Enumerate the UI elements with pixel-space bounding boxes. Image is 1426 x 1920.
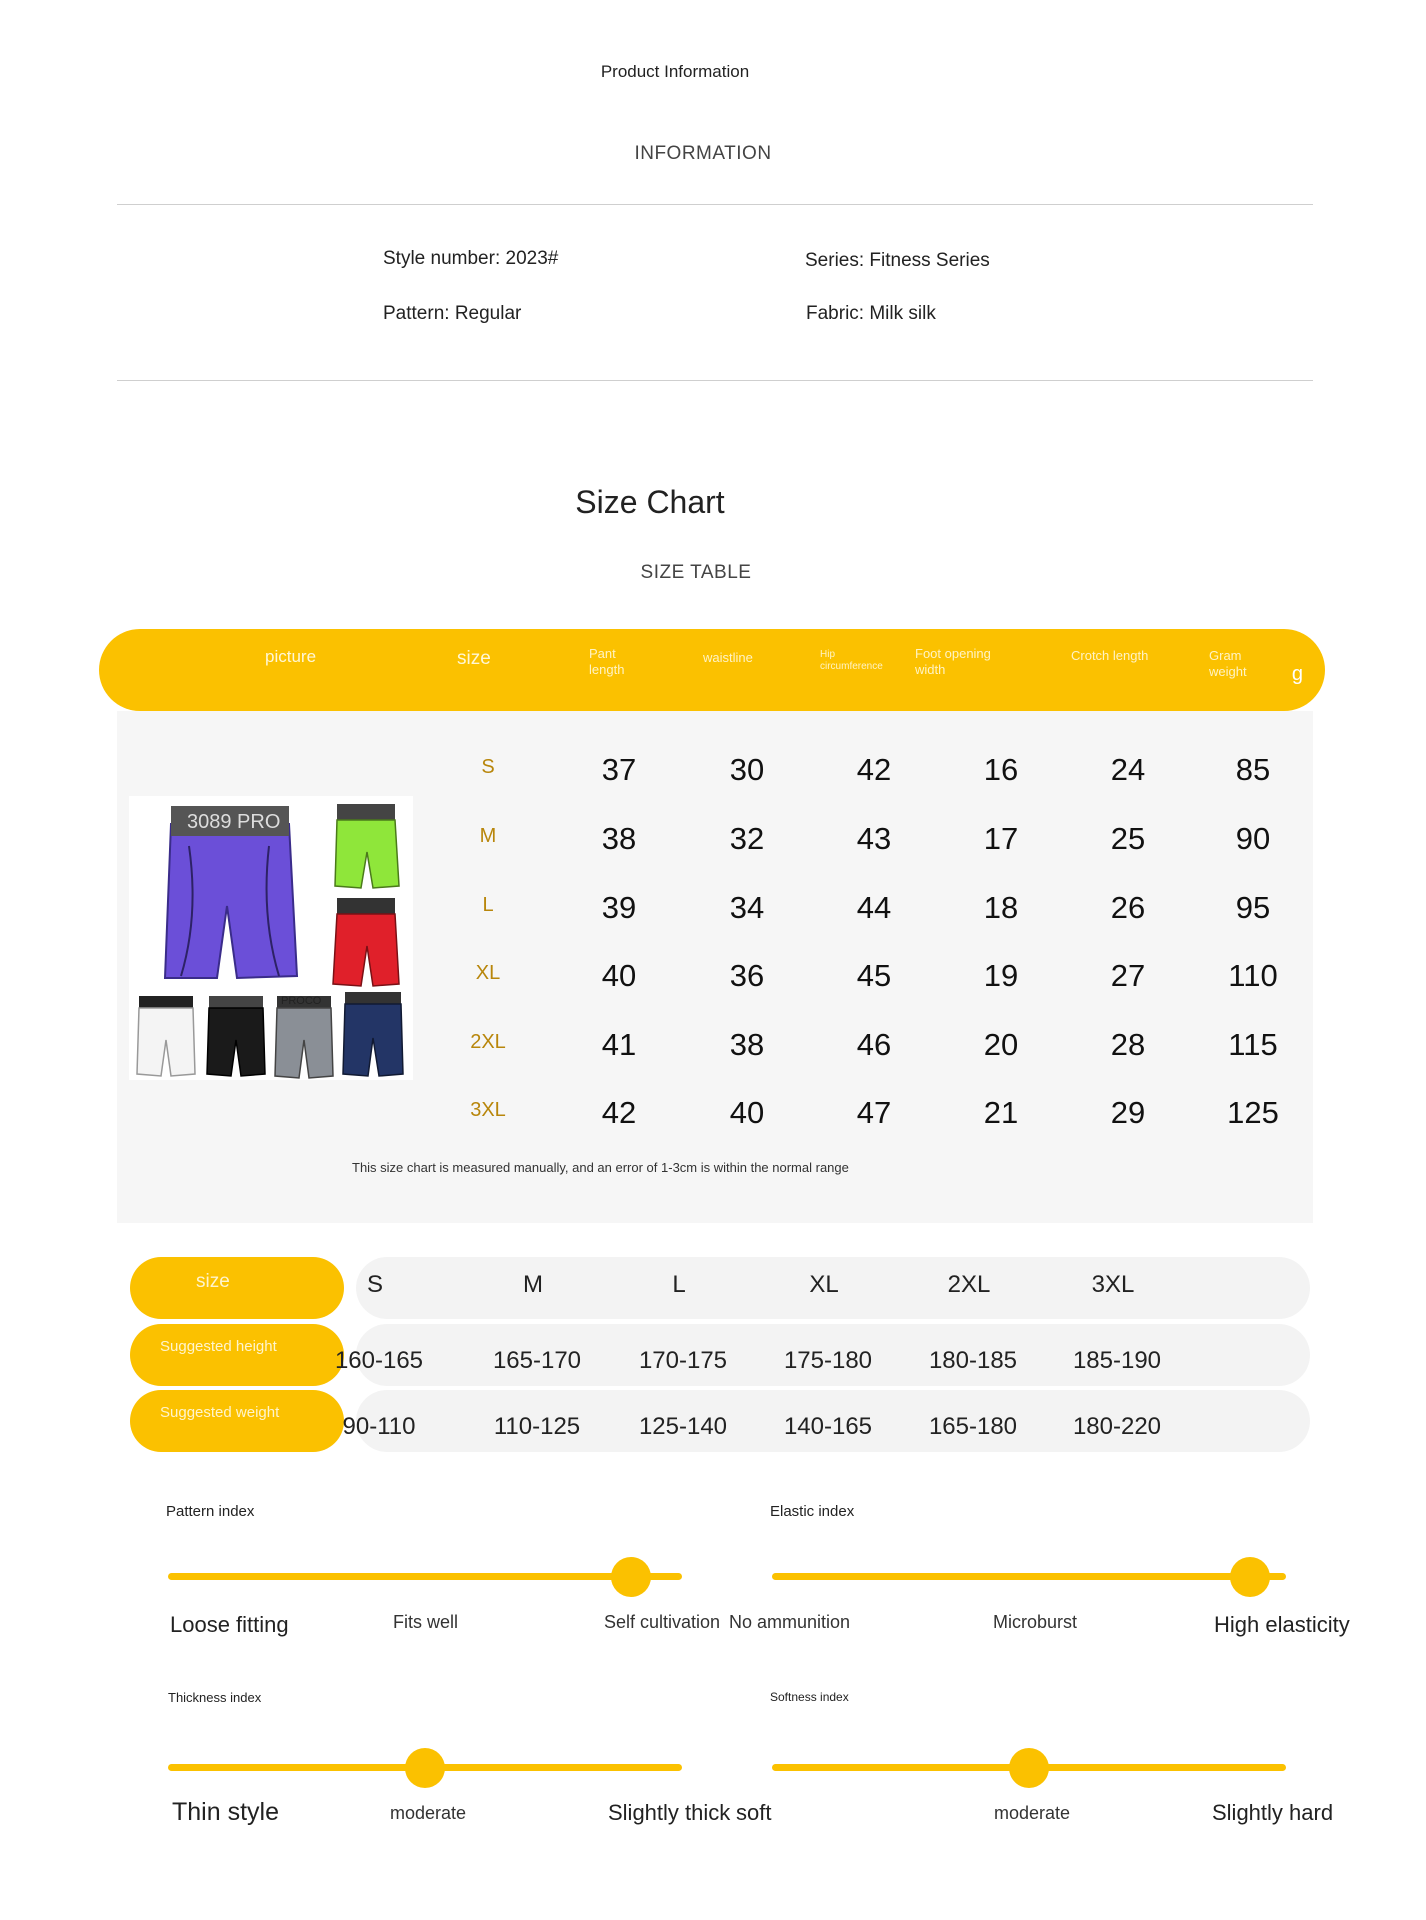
weight-pill-label: Suggested weight — [160, 1404, 280, 1421]
softness-option-2: moderate — [994, 1803, 1071, 1823]
suggest-size-cell: XL — [809, 1271, 839, 1298]
pattern: Pattern: Regular — [383, 303, 522, 324]
softness-index-title: Softness index — [770, 1690, 849, 1704]
size-label: 2XL — [470, 1031, 506, 1053]
suggest-height-cell: 160-165 — [334, 1347, 424, 1374]
softness-option-3: Slightly hard — [1212, 1800, 1334, 1825]
size-value-hip: 42 — [856, 752, 892, 787]
size-value-pant: 37 — [601, 752, 637, 787]
suggest-weight-cell: 90-110 — [342, 1413, 416, 1440]
elastic-option-3: High elasticity — [1214, 1612, 1350, 1637]
size-label: L — [482, 894, 494, 916]
header-hip: Hip circumference — [820, 649, 883, 672]
elastic-index-title: Elastic index — [770, 1503, 855, 1520]
size-value-hip: 44 — [856, 890, 892, 925]
size-value-crotch: 24 — [1110, 752, 1146, 787]
thickness-option-2: moderate — [390, 1803, 467, 1823]
header-gram: Gram weight — [1209, 648, 1247, 679]
size-value-gram: 115 — [1228, 1027, 1278, 1062]
suggest-height-cell: 180-185 — [928, 1347, 1018, 1374]
size-value-gram: 110 — [1228, 958, 1278, 993]
elastic-track — [772, 1573, 1286, 1580]
size-value-waist: 38 — [729, 1027, 765, 1062]
info-subtitle: INFORMATION — [634, 143, 772, 164]
size-pill-label: size — [196, 1271, 230, 1292]
size-value-gram: 95 — [1235, 890, 1271, 925]
suggest-size-cell: M — [523, 1271, 543, 1298]
suggest-size-cell: 2XL — [947, 1271, 991, 1298]
elastic-option-1: No ammunition — [729, 1612, 851, 1632]
size-value-gram: 90 — [1235, 821, 1271, 856]
suggest-size-cell: S — [366, 1271, 383, 1298]
size-chart-note: This size chart is measured manually, and an error of 1-3cm is within the normal range — [352, 1160, 849, 1175]
header-size: size — [457, 648, 491, 669]
pattern-index-title: Pattern index — [166, 1503, 255, 1520]
size-value-hip: 45 — [856, 958, 892, 993]
thickness-option-1: Thin style — [172, 1798, 279, 1826]
pattern-track — [168, 1573, 682, 1580]
size-value-foot: 18 — [983, 890, 1019, 925]
header-gram-unit: g — [1291, 663, 1303, 685]
size-value-crotch: 27 — [1110, 958, 1146, 993]
suggest-weight-cell: 140-165 — [783, 1413, 873, 1440]
header-picture: picture — [265, 647, 317, 666]
size-value-crotch: 26 — [1110, 890, 1146, 925]
thickness-index-title: Thickness index — [168, 1690, 262, 1705]
suggest-weight-cell: 110-125 — [493, 1413, 581, 1440]
suggest-weight-cell: 180-220 — [1072, 1413, 1162, 1440]
pattern-option-2: Fits well — [393, 1612, 459, 1632]
thickness-option-3: Slightly thick — [608, 1800, 731, 1825]
pattern-option-1: Loose fitting — [170, 1612, 289, 1637]
series: Series: Fitness Series — [805, 250, 990, 271]
size-chart-title: Size Chart — [575, 484, 725, 520]
size-label: M — [479, 825, 497, 847]
suggest-size-cell: 3XL — [1091, 1271, 1135, 1298]
size-value-foot: 20 — [983, 1027, 1019, 1062]
size-chart-subtitle: SIZE TABLE — [640, 562, 752, 583]
size-value-foot: 16 — [983, 752, 1019, 787]
size-value-pant: 42 — [601, 1095, 637, 1130]
size-chart-header — [99, 629, 1325, 711]
size-value-pant: 39 — [601, 890, 637, 925]
softness-option-1: soft — [736, 1800, 772, 1825]
picture-brand: PROCO — [281, 995, 322, 1007]
size-value-hip: 43 — [856, 821, 892, 856]
info-title: Product Information — [600, 62, 750, 81]
header-foot-opening: Foot opening width — [915, 646, 991, 677]
fabric: Fabric: Milk silk — [806, 303, 936, 324]
size-value-hip: 47 — [856, 1095, 892, 1130]
shorts-image — [129, 796, 413, 1080]
size-value-foot: 21 — [983, 1095, 1019, 1130]
size-label: XL — [475, 962, 501, 984]
size-value-gram: 85 — [1235, 752, 1271, 787]
picture-label: 3089 PRO — [187, 811, 281, 833]
elastic-knob[interactable] — [1230, 1557, 1270, 1597]
size-value-pant: 38 — [601, 821, 637, 856]
style-number: Style number: 2023# — [383, 248, 559, 269]
pattern-option-3: Self cultivation — [604, 1612, 721, 1632]
size-label: 3XL — [470, 1099, 506, 1121]
divider — [117, 204, 1313, 205]
thickness-knob[interactable] — [405, 1748, 445, 1788]
header-pant-length: Pant length — [589, 646, 625, 677]
size-value-waist: 30 — [729, 752, 765, 787]
size-value-waist: 40 — [729, 1095, 765, 1130]
size-value-waist: 36 — [729, 958, 765, 993]
pattern-knob[interactable] — [611, 1557, 651, 1597]
size-value-pant: 40 — [601, 958, 637, 993]
size-value-waist: 32 — [729, 821, 765, 856]
header-waistline: waistline — [703, 650, 753, 665]
size-value-foot: 19 — [983, 958, 1019, 993]
height-pill-label: Suggested height — [160, 1338, 277, 1355]
header-crotch: Crotch length — [1071, 648, 1149, 663]
size-label: S — [481, 756, 495, 778]
size-value-pant: 41 — [601, 1027, 637, 1062]
suggest-height-cell: 170-175 — [638, 1347, 728, 1374]
size-value-crotch: 25 — [1110, 821, 1146, 856]
divider — [117, 380, 1313, 381]
suggest-weight-cell: 165-180 — [928, 1413, 1018, 1440]
size-value-crotch: 28 — [1110, 1027, 1146, 1062]
softness-knob[interactable] — [1009, 1748, 1049, 1788]
size-value-foot: 17 — [983, 821, 1019, 856]
size-value-hip: 46 — [856, 1027, 892, 1062]
suggest-height-cell: 185-190 — [1072, 1347, 1162, 1374]
elastic-option-2: Microburst — [993, 1612, 1078, 1632]
product-picture — [129, 796, 413, 1080]
suggest-height-cell: 175-180 — [783, 1347, 873, 1374]
size-value-gram: 125 — [1227, 1095, 1279, 1130]
suggest-weight-cell: 125-140 — [638, 1413, 728, 1440]
size-value-waist: 34 — [729, 890, 765, 925]
suggest-size-cell: L — [672, 1271, 686, 1298]
size-value-crotch: 29 — [1110, 1095, 1146, 1130]
suggest-height-cell: 165-170 — [492, 1347, 582, 1374]
